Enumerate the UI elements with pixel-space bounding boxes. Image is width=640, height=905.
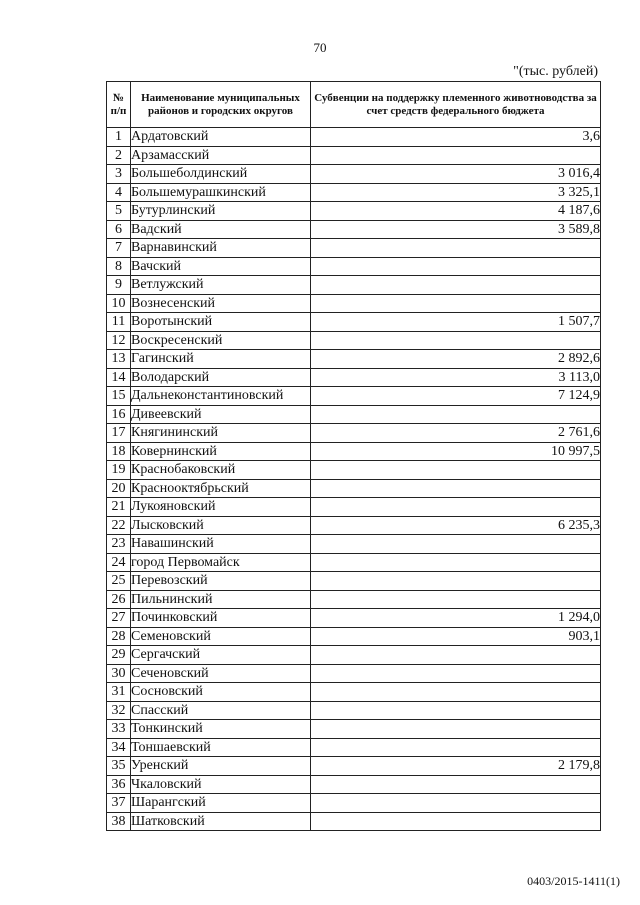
table-row xyxy=(107,498,601,517)
row-number: 30 xyxy=(107,664,131,683)
district-name: Ветлужский xyxy=(131,276,311,295)
row-number: 29 xyxy=(107,646,131,665)
row-number: 22 xyxy=(107,516,131,535)
table-row xyxy=(107,535,601,554)
table-row xyxy=(107,609,601,628)
district-name: Тонкинский xyxy=(131,720,311,739)
subsidy-value xyxy=(311,775,601,794)
subsidy-value xyxy=(311,331,601,350)
subsidy-value: 3,6 xyxy=(311,128,601,147)
table-row xyxy=(107,553,601,572)
table-row xyxy=(107,387,601,406)
row-number: 33 xyxy=(107,720,131,739)
row-number: 16 xyxy=(107,405,131,424)
district-name: Воскресенский xyxy=(131,331,311,350)
subsidy-value xyxy=(311,294,601,313)
row-number: 14 xyxy=(107,368,131,387)
row-number: 28 xyxy=(107,627,131,646)
table-row xyxy=(107,461,601,480)
subsidy-value xyxy=(311,239,601,258)
table-row xyxy=(107,516,601,535)
district-name: Большеболдинский xyxy=(131,165,311,184)
district-name: Уренский xyxy=(131,757,311,776)
district-name: Сосновский xyxy=(131,683,311,702)
subsidy-value: 3 325,1 xyxy=(311,183,601,202)
row-number: 38 xyxy=(107,812,131,831)
subsidy-value: 3 113,0 xyxy=(311,368,601,387)
row-number: 36 xyxy=(107,775,131,794)
row-number: 1 xyxy=(107,128,131,147)
table-row xyxy=(107,775,601,794)
row-number: 7 xyxy=(107,239,131,258)
subsidy-value xyxy=(311,553,601,572)
district-name: Лысковский xyxy=(131,516,311,535)
table-row xyxy=(107,350,601,369)
table-row xyxy=(107,590,601,609)
row-number: 23 xyxy=(107,535,131,554)
table-row xyxy=(107,424,601,443)
subsidy-value: 6 235,3 xyxy=(311,516,601,535)
row-number: 31 xyxy=(107,683,131,702)
district-name: Ардатовский xyxy=(131,128,311,147)
table-row xyxy=(107,720,601,739)
district-name: Большемурашкинский xyxy=(131,183,311,202)
table-row xyxy=(107,646,601,665)
subsidy-value xyxy=(311,276,601,295)
row-number: 26 xyxy=(107,590,131,609)
row-number: 8 xyxy=(107,257,131,276)
row-number: 5 xyxy=(107,202,131,221)
district-name: Сеченовский xyxy=(131,664,311,683)
district-name: Вачский xyxy=(131,257,311,276)
table-row xyxy=(107,479,601,498)
row-number: 24 xyxy=(107,553,131,572)
district-name: Семеновский xyxy=(131,627,311,646)
district-name: Спасский xyxy=(131,701,311,720)
subsidy-value xyxy=(311,812,601,831)
district-name: Лукояновский xyxy=(131,498,311,517)
header-value: Субвенции на поддержку племенного животноводства за счет средств федерального бюджета xyxy=(311,82,601,128)
table-row xyxy=(107,331,601,350)
subsidy-value xyxy=(311,146,601,165)
subsidy-value xyxy=(311,479,601,498)
district-name: город Первомайск xyxy=(131,553,311,572)
district-name: Воротынский xyxy=(131,313,311,332)
subsidy-value: 2 179,8 xyxy=(311,757,601,776)
district-name: Ковернинский xyxy=(131,442,311,461)
subsidy-value: 4 187,6 xyxy=(311,202,601,221)
district-name: Бутурлинский xyxy=(131,202,311,221)
row-number: 4 xyxy=(107,183,131,202)
document-code: 0403/2015-1411(1) xyxy=(527,874,620,888)
subsidy-value xyxy=(311,683,601,702)
units-label: "(тыс. рублей) xyxy=(513,64,598,79)
subsidy-value xyxy=(311,738,601,757)
table-row xyxy=(107,257,601,276)
row-number: 32 xyxy=(107,701,131,720)
table-row xyxy=(107,220,601,239)
row-number: 21 xyxy=(107,498,131,517)
subsidy-value xyxy=(311,646,601,665)
table-row xyxy=(107,738,601,757)
row-number: 25 xyxy=(107,572,131,591)
district-name: Пильнинский xyxy=(131,590,311,609)
district-name: Княгининский xyxy=(131,424,311,443)
row-number: 27 xyxy=(107,609,131,628)
district-name: Краснооктябрьский xyxy=(131,479,311,498)
subsidy-value: 10 997,5 xyxy=(311,442,601,461)
row-number: 11 xyxy=(107,313,131,332)
row-number: 18 xyxy=(107,442,131,461)
row-number: 37 xyxy=(107,794,131,813)
subsidy-value: 3 016,4 xyxy=(311,165,601,184)
row-number: 12 xyxy=(107,331,131,350)
table-row xyxy=(107,757,601,776)
row-number: 20 xyxy=(107,479,131,498)
row-number: 17 xyxy=(107,424,131,443)
subsidy-value xyxy=(311,664,601,683)
subsidy-value xyxy=(311,257,601,276)
table-header-row xyxy=(107,82,601,128)
subsidy-value xyxy=(311,701,601,720)
table-row xyxy=(107,239,601,258)
district-name: Сергачский xyxy=(131,646,311,665)
table-row xyxy=(107,701,601,720)
table-row xyxy=(107,368,601,387)
subsidy-value: 2 761,6 xyxy=(311,424,601,443)
district-name: Чкаловский xyxy=(131,775,311,794)
table-row xyxy=(107,572,601,591)
district-name: Гагинский xyxy=(131,350,311,369)
row-number: 6 xyxy=(107,220,131,239)
table-row xyxy=(107,202,601,221)
row-number: 15 xyxy=(107,387,131,406)
row-number: 19 xyxy=(107,461,131,480)
table-row xyxy=(107,627,601,646)
page-number: 70 xyxy=(313,40,327,55)
district-name: Краснобаковский xyxy=(131,461,311,480)
row-number: 10 xyxy=(107,294,131,313)
subsidy-value: 7 124,9 xyxy=(311,387,601,406)
table-row xyxy=(107,683,601,702)
subsidy-value: 2 892,6 xyxy=(311,350,601,369)
table-row xyxy=(107,128,601,147)
district-name: Перевозский xyxy=(131,572,311,591)
district-name: Шарангский xyxy=(131,794,311,813)
district-name: Тоншаевский xyxy=(131,738,311,757)
subsidy-value xyxy=(311,498,601,517)
row-number: 35 xyxy=(107,757,131,776)
district-name: Починковский xyxy=(131,609,311,628)
subsidy-table xyxy=(106,81,601,831)
district-name: Навашинский xyxy=(131,535,311,554)
table-row xyxy=(107,794,601,813)
subsidy-value xyxy=(311,405,601,424)
subsidy-value xyxy=(311,794,601,813)
subsidy-value: 1 294,0 xyxy=(311,609,601,628)
subsidy-value xyxy=(311,535,601,554)
table-row xyxy=(107,405,601,424)
table-row xyxy=(107,165,601,184)
header-num: № п/п xyxy=(107,82,131,128)
table-row xyxy=(107,294,601,313)
subsidy-value: 1 507,7 xyxy=(311,313,601,332)
row-number: 34 xyxy=(107,738,131,757)
district-name: Шатковский xyxy=(131,812,311,831)
district-name: Вознесенский xyxy=(131,294,311,313)
subsidy-value xyxy=(311,590,601,609)
table-row xyxy=(107,313,601,332)
subsidy-value: 903,1 xyxy=(311,627,601,646)
subsidy-value xyxy=(311,461,601,480)
row-number: 2 xyxy=(107,146,131,165)
row-number: 13 xyxy=(107,350,131,369)
subsidy-value xyxy=(311,720,601,739)
table-row xyxy=(107,146,601,165)
subsidy-value xyxy=(311,572,601,591)
row-number: 3 xyxy=(107,165,131,184)
header-name: Наименование муниципальных районов и городских округов xyxy=(131,82,311,128)
district-name: Арзамасский xyxy=(131,146,311,165)
district-name: Дивеевский xyxy=(131,405,311,424)
row-number: 9 xyxy=(107,276,131,295)
table-row xyxy=(107,664,601,683)
table-row xyxy=(107,183,601,202)
table-row xyxy=(107,442,601,461)
table-row xyxy=(107,812,601,831)
district-name: Володарский xyxy=(131,368,311,387)
subsidy-value: 3 589,8 xyxy=(311,220,601,239)
district-name: Варнавинский xyxy=(131,239,311,258)
district-name: Дальнеконстантиновский xyxy=(131,387,311,406)
table-row xyxy=(107,276,601,295)
district-name: Вадский xyxy=(131,220,311,239)
